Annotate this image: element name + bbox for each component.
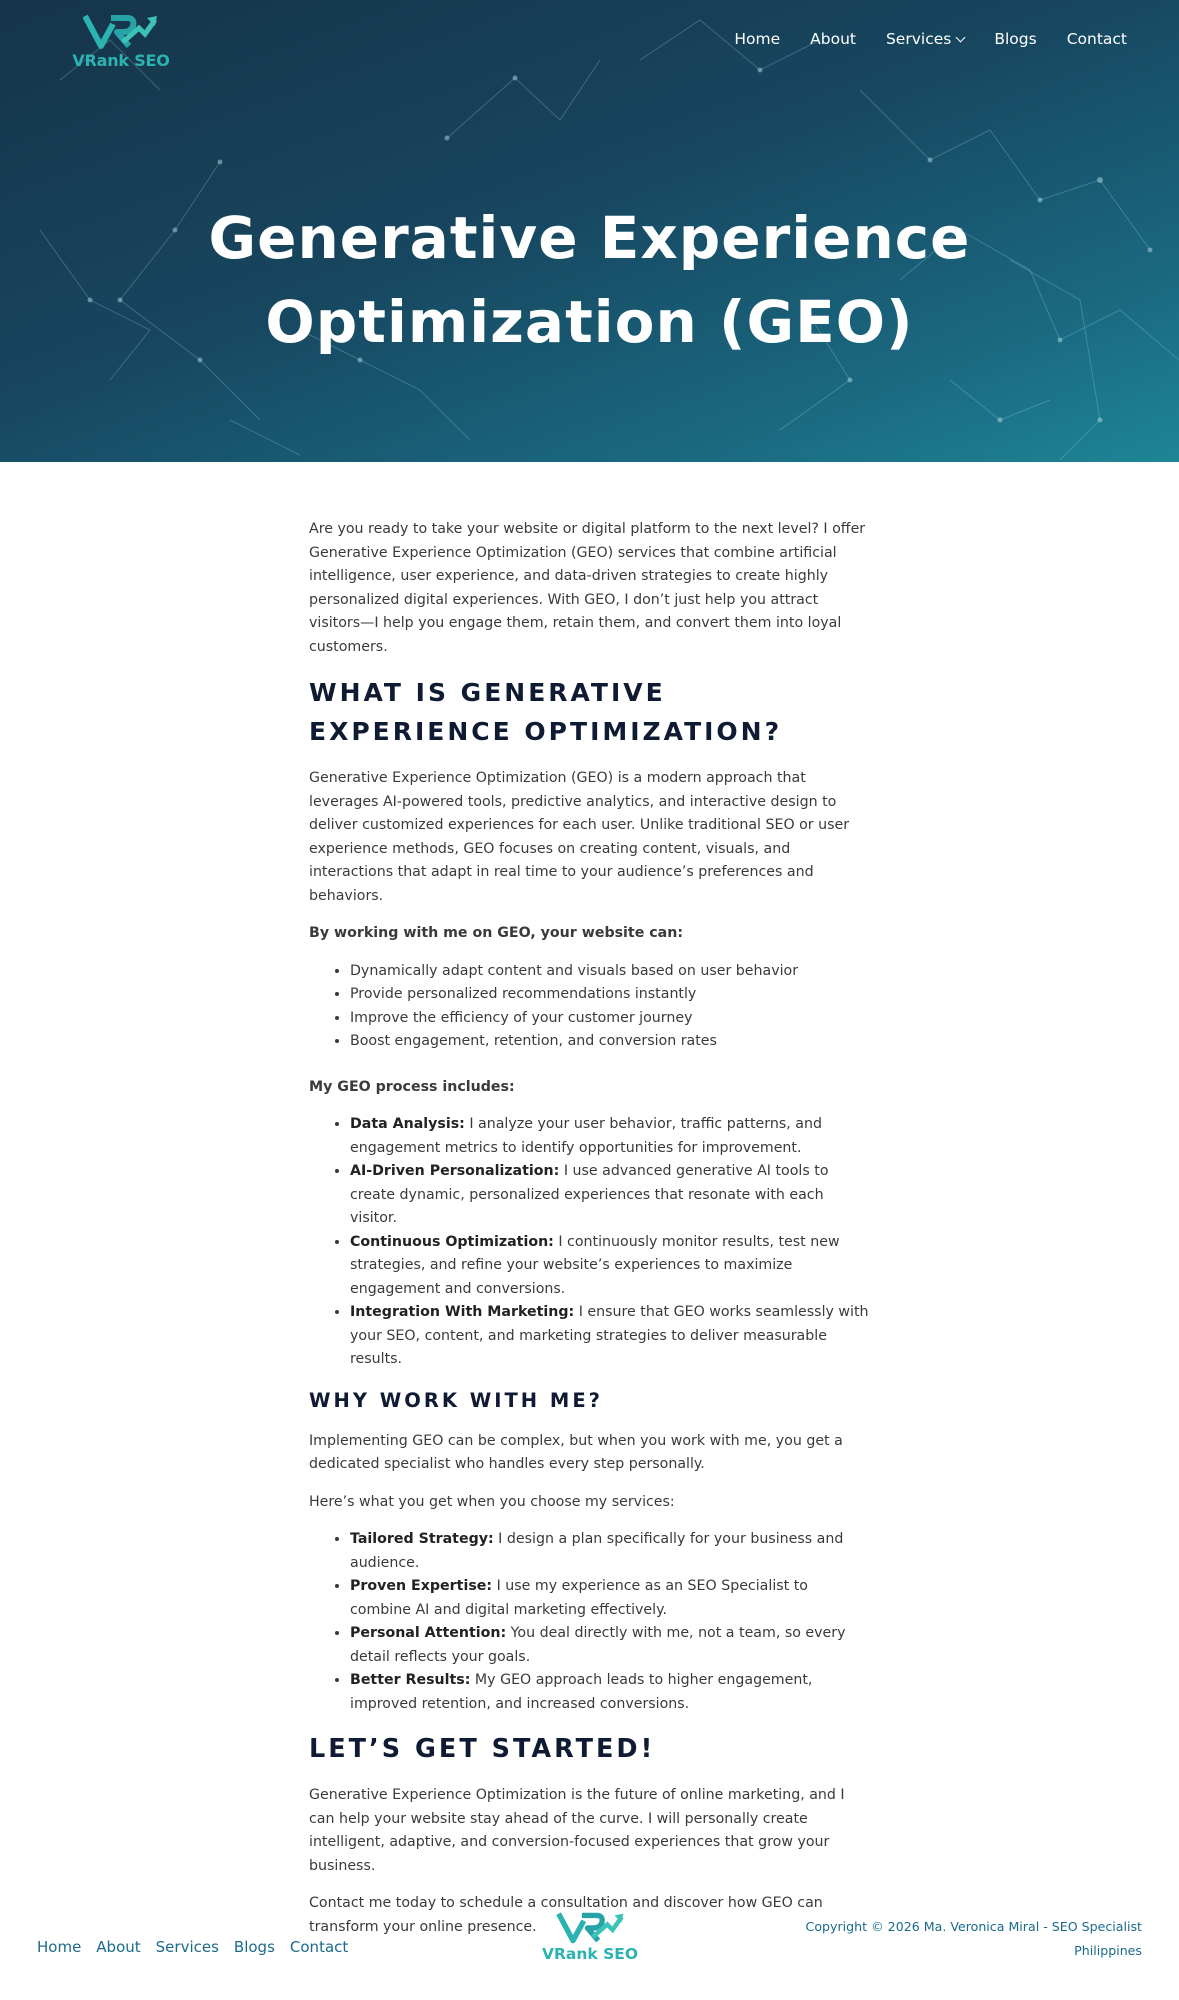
item-title: AI-Driven Personalization: xyxy=(350,1163,560,1179)
item-text: You deal directly with me, not a team, so every detail reflects your goals. xyxy=(350,1625,846,1665)
process-label: My GEO process includes: xyxy=(309,1078,515,1095)
site-header xyxy=(0,0,1179,84)
list-item xyxy=(350,1575,869,1622)
nav-blogs[interactable]: Blogs xyxy=(994,30,1037,48)
list-item xyxy=(350,1622,869,1669)
nav-about[interactable]: About xyxy=(810,30,856,48)
heading-what-is-geo: WHAT IS GENERATIVE EXPERIENCE OPTIMIZATION? xyxy=(309,678,783,746)
item-text: I use advanced generative AI tools to create dynamic, personalized experiences that resonate with each visitor. xyxy=(350,1163,829,1226)
can-list xyxy=(350,960,869,1054)
nav-services[interactable] xyxy=(886,30,964,48)
footer-nav-blogs[interactable]: Blogs xyxy=(233,1938,275,1956)
footer-nav-about[interactable]: About xyxy=(96,1938,141,1956)
chevron-down-icon xyxy=(956,32,966,42)
process-list xyxy=(350,1113,869,1372)
list-item xyxy=(350,1301,869,1372)
footer-nav-contact[interactable]: Contact xyxy=(289,1938,349,1956)
copyright xyxy=(806,1915,1142,1963)
why-paragraph: Implementing GEO can be complex, but when you work with me, you get a dedicated specialist who handles every step personally. xyxy=(309,1432,843,1472)
footer-nav xyxy=(37,1938,348,1956)
intro-paragraph: Are you ready to take your website or digital platform to the next level? I offer Generative Experience Optimization (GEO) services that combine artificial intelligence, user experience, and data-driven strategies to create highly personalized digital experiences. With GEO, I don’t just help you attract visitors—I help you engage them, retain them, and convert them into loyal customers. xyxy=(309,521,866,655)
page-title-line1: Generative Experience xyxy=(208,204,971,272)
site-logo[interactable] xyxy=(69,12,173,76)
item-title: Data Analysis: xyxy=(350,1116,465,1132)
footer-logo-text: VRank SEO xyxy=(541,1945,639,1963)
list-item: • Provide personalized recommendations instantly xyxy=(350,983,869,1007)
item-text: I analyze your user behavior, traffic patterns, and engagement metrics to identify opportunities for improvement. xyxy=(350,1116,822,1156)
list-item xyxy=(350,1669,869,1716)
footer-nav-home[interactable]: Home xyxy=(37,1938,82,1956)
main-nav xyxy=(734,30,1127,48)
item-title: Personal Attention: xyxy=(350,1625,507,1641)
copyright-line2: Philippines xyxy=(1074,1943,1142,1958)
item-title: Tailored Strategy: xyxy=(350,1531,494,1547)
list-item xyxy=(350,1231,869,1302)
list-item: • Boost engagement, retention, and conversion rates xyxy=(350,1030,869,1054)
site-footer xyxy=(0,1880,1179,2000)
vrank-logo-icon xyxy=(556,1910,626,1946)
article-content xyxy=(309,518,869,1953)
page-title xyxy=(0,196,1179,364)
list-item: • Improve the efficiency of your customer journey xyxy=(350,1007,869,1031)
nav-contact[interactable]: Contact xyxy=(1066,30,1127,48)
list-item: • Dynamically adapt content and visuals based on user behavior xyxy=(350,960,869,984)
item-title: Continuous Optimization: xyxy=(350,1233,554,1250)
item-text: My GEO approach leads to higher engagement, improved retention, and increased conversions. xyxy=(350,1672,813,1712)
nav-home[interactable]: Home xyxy=(734,30,781,48)
copyright-line1: Copyright © 2026 Ma. Veronica Miral - SEO Specialist xyxy=(805,1919,1142,1934)
start-paragraph-2: Contact me today to schedule a consultation and discover how GEO can transform your online presence. xyxy=(309,1895,823,1935)
heading-why-work-with-me: WHY WORK WITH ME? xyxy=(309,1388,603,1412)
list-item xyxy=(350,1160,869,1231)
footer-nav-services[interactable]: Services xyxy=(155,1938,219,1956)
vrank-logo-icon xyxy=(83,12,159,52)
start-paragraph-1: Generative Experience Optimization is the future of online marketing, and I can help your website stay ahead of the curve. I will personally create intelligent, adaptive, and conversion-focused experiences that grow your business. xyxy=(309,1787,845,1874)
heading-lets-get-started: LET’S GET STARTED! xyxy=(309,1734,656,1764)
footer-logo[interactable] xyxy=(540,1910,640,1970)
get-label: Here’s what you get when you choose my services: xyxy=(309,1493,675,1510)
list-item xyxy=(350,1528,869,1575)
what-paragraph: Generative Experience Optimization (GEO) is a modern approach that leverages AI-powered tools, predictive analytics, and interactive design to deliver customized experiences for each user. Unlike traditional SEO or user experience methods, GEO focuses on creating content, visuals, and interactions that adapt in real time to your audience’s preferences and behaviors. xyxy=(309,770,850,904)
benefits-list xyxy=(350,1528,869,1716)
list-item xyxy=(350,1113,869,1160)
item-title: Integration With Marketing: xyxy=(350,1304,575,1320)
item-text: I use my experience as an SEO Specialist to combine AI and digital marketing effectively. xyxy=(350,1578,808,1618)
logo-text: VRank SEO xyxy=(72,51,170,70)
item-title: Proven Expertise: xyxy=(350,1578,493,1594)
item-text: I continuously monitor results, test new strategies, and refine your website’s experiences to maximize engagement and conversions. xyxy=(350,1233,840,1297)
item-text: I ensure that GEO works seamlessly with your SEO, content, and marketing strategies to deliver measurable results. xyxy=(350,1304,869,1367)
can-label: By working with me on GEO, your website can: xyxy=(309,925,684,941)
hero-banner xyxy=(0,0,1179,462)
nav-services-label: Services xyxy=(885,30,952,48)
item-title: Better Results: xyxy=(350,1672,471,1688)
page-title-line2: Optimization (GEO) xyxy=(265,288,914,356)
item-text: I design a plan specifically for your business and audience. xyxy=(350,1531,844,1571)
